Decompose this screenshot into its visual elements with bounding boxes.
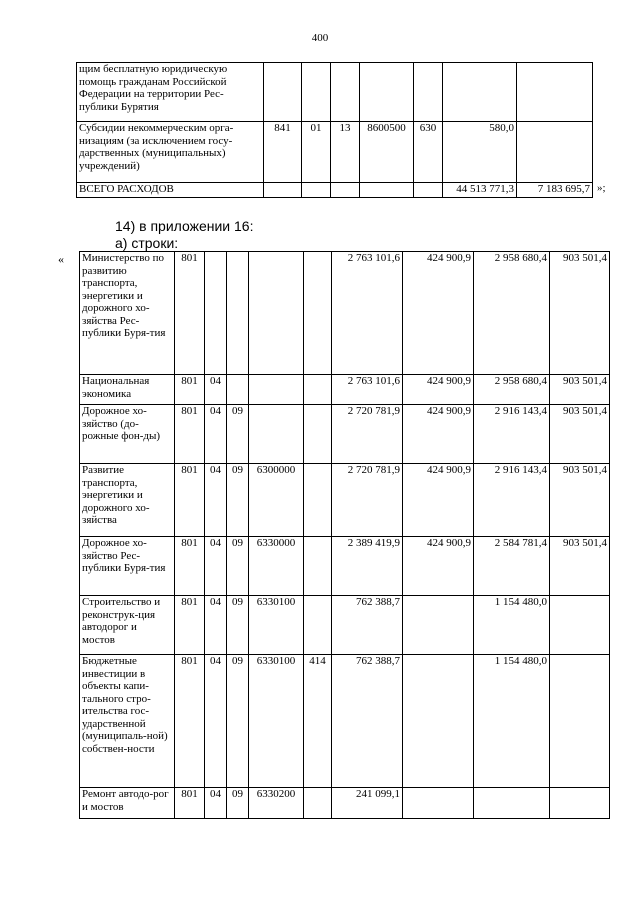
- cell-vr: [304, 464, 332, 537]
- cell-ved: 801: [175, 252, 205, 375]
- cell-pr: 13: [331, 122, 360, 183]
- cell-pr: 09: [227, 405, 249, 464]
- cell-value-2: 424 900,9: [403, 537, 474, 596]
- cell-rz: 04: [205, 655, 227, 788]
- cell-rz: 04: [205, 788, 227, 819]
- row-name: Ремонт автодо-рог и мостов: [80, 788, 175, 819]
- table-row: [77, 183, 593, 198]
- table-row: [80, 788, 610, 819]
- cell-rz: [302, 183, 331, 198]
- cell-value-2: [403, 596, 474, 655]
- cell-value-1: 2 763 101,6: [332, 252, 403, 375]
- cell-csr: [360, 183, 414, 198]
- cell-pr: 09: [227, 464, 249, 537]
- cell-sum1: 44 513 771,3: [443, 183, 517, 198]
- cell-value-3: 1 154 480,0: [474, 655, 550, 788]
- cell-rz: 04: [205, 405, 227, 464]
- cell-value-1: 762 388,7: [332, 655, 403, 788]
- expenditure-table-continued: [76, 62, 593, 198]
- row-name: Субсидии некоммерческим орга-низациям (за исключением госу-дарственных (муниципальных) учреждений): [77, 122, 264, 183]
- cell-csr: [249, 375, 304, 405]
- cell-csr: 6300000: [249, 464, 304, 537]
- cell-value-2: [403, 655, 474, 788]
- cell-pr: [331, 63, 360, 122]
- cell-value-1: 2 389 419,9: [332, 537, 403, 596]
- row-name: Министерство по развитию транспорта, энергетики и дорожного хо-зяйства Рес-публики Буря-тия: [80, 252, 175, 375]
- cell-vr: [304, 537, 332, 596]
- table-row: [80, 537, 610, 596]
- cell-value-3: [474, 788, 550, 819]
- cell-sum1: [443, 63, 517, 122]
- row-name: Дорожное хо-зяйство (до-рожные фон-ды): [80, 405, 175, 464]
- cell-vr: [304, 252, 332, 375]
- row-name: Развитие транспорта, энергетики и дорожного хо-зяйства: [80, 464, 175, 537]
- cell-ved: 801: [175, 375, 205, 405]
- cell-value-2: 424 900,9: [403, 405, 474, 464]
- cell-value-2: 424 900,9: [403, 464, 474, 537]
- cell-csr: 6330100: [249, 655, 304, 788]
- cell-rz: 04: [205, 464, 227, 537]
- closing-quote-mark: »;: [597, 182, 606, 194]
- cell-value-4: [550, 596, 610, 655]
- row-name: щим бесплатную юридическую помощь гражданам Российской Федерации на территории Рес-публики Бурятия: [77, 63, 264, 122]
- table-row: [80, 375, 610, 405]
- cell-value-2: 424 900,9: [403, 375, 474, 405]
- cell-vr: [414, 183, 443, 198]
- appendix-16-table: [79, 251, 610, 819]
- page-number: 400: [311, 32, 329, 44]
- cell-value-4: [550, 788, 610, 819]
- cell-value-4: 903 501,4: [550, 464, 610, 537]
- amendment-point-heading: 14) в приложении 16:: [115, 218, 254, 234]
- cell-value-1: 2 720 781,9: [332, 405, 403, 464]
- cell-pr: 09: [227, 788, 249, 819]
- cell-pr: 09: [227, 655, 249, 788]
- cell-value-2: 424 900,9: [403, 252, 474, 375]
- amendment-subpoint-heading: а) строки:: [115, 235, 179, 251]
- cell-value-3: 2 958 680,4: [474, 252, 550, 375]
- cell-value-4: 903 501,4: [550, 537, 610, 596]
- cell-pr: [227, 375, 249, 405]
- cell-value-3: 2 584 781,4: [474, 537, 550, 596]
- table-row: [77, 63, 593, 122]
- cell-rz: [302, 63, 331, 122]
- table-row: [80, 252, 610, 375]
- cell-rz: 04: [205, 537, 227, 596]
- cell-ved: 801: [175, 655, 205, 788]
- cell-csr: 6330100: [249, 596, 304, 655]
- cell-value-4: 903 501,4: [550, 252, 610, 375]
- cell-value-2: [403, 788, 474, 819]
- cell-sum2: [517, 122, 593, 183]
- cell-value-3: 2 916 143,4: [474, 464, 550, 537]
- cell-rz: [205, 252, 227, 375]
- cell-vr: [304, 405, 332, 464]
- cell-vr: [304, 375, 332, 405]
- opening-quote-mark: «: [58, 252, 64, 266]
- cell-sum2: 7 183 695,7: [517, 183, 593, 198]
- cell-value-4: 903 501,4: [550, 405, 610, 464]
- cell-pr: [331, 183, 360, 198]
- cell-ved: 801: [175, 464, 205, 537]
- cell-value-4: [550, 655, 610, 788]
- cell-rz: 04: [205, 375, 227, 405]
- cell-pr: 09: [227, 596, 249, 655]
- cell-vr: 630: [414, 122, 443, 183]
- cell-value-1: 2 720 781,9: [332, 464, 403, 537]
- cell-vr: [414, 63, 443, 122]
- row-name: Бюджетные инвестиции в объекты капи-тального стро-ительства гос-ударственной (муниципаль-ной) собствен-ности: [80, 655, 175, 788]
- cell-ved: 801: [175, 788, 205, 819]
- cell-csr: [249, 405, 304, 464]
- cell-csr: 6330200: [249, 788, 304, 819]
- cell-sum1: 580,0: [443, 122, 517, 183]
- cell-csr: 8600500: [360, 122, 414, 183]
- table-row: [80, 655, 610, 788]
- cell-csr: [249, 252, 304, 375]
- cell-ved: 801: [175, 537, 205, 596]
- cell-csr: [360, 63, 414, 122]
- cell-value-4: 903 501,4: [550, 375, 610, 405]
- table-row: [77, 122, 593, 183]
- cell-value-1: 2 763 101,6: [332, 375, 403, 405]
- cell-ved: [264, 63, 302, 122]
- cell-rz: 01: [302, 122, 331, 183]
- row-name: Строительство и реконструк-ция автодорог и мостов: [80, 596, 175, 655]
- cell-ved: 801: [175, 596, 205, 655]
- cell-ved: 801: [175, 405, 205, 464]
- cell-ved: 841: [264, 122, 302, 183]
- cell-csr: 6330000: [249, 537, 304, 596]
- cell-vr: 414: [304, 655, 332, 788]
- table-row: [80, 464, 610, 537]
- cell-ved: [264, 183, 302, 198]
- table-row: [80, 405, 610, 464]
- cell-value-3: 1 154 480,0: [474, 596, 550, 655]
- row-name: Национальная экономика: [80, 375, 175, 405]
- cell-sum2: [517, 63, 593, 122]
- cell-value-1: 762 388,7: [332, 596, 403, 655]
- cell-pr: 09: [227, 537, 249, 596]
- cell-value-3: 2 916 143,4: [474, 405, 550, 464]
- cell-value-1: 241 099,1: [332, 788, 403, 819]
- row-name: Дорожное хо-зяйство Рес-публики Буря-тия: [80, 537, 175, 596]
- cell-value-3: 2 958 680,4: [474, 375, 550, 405]
- cell-rz: 04: [205, 596, 227, 655]
- cell-vr: [304, 788, 332, 819]
- cell-pr: [227, 252, 249, 375]
- cell-vr: [304, 596, 332, 655]
- row-name: ВСЕГО РАСХОДОВ: [77, 183, 264, 198]
- table-row: [80, 596, 610, 655]
